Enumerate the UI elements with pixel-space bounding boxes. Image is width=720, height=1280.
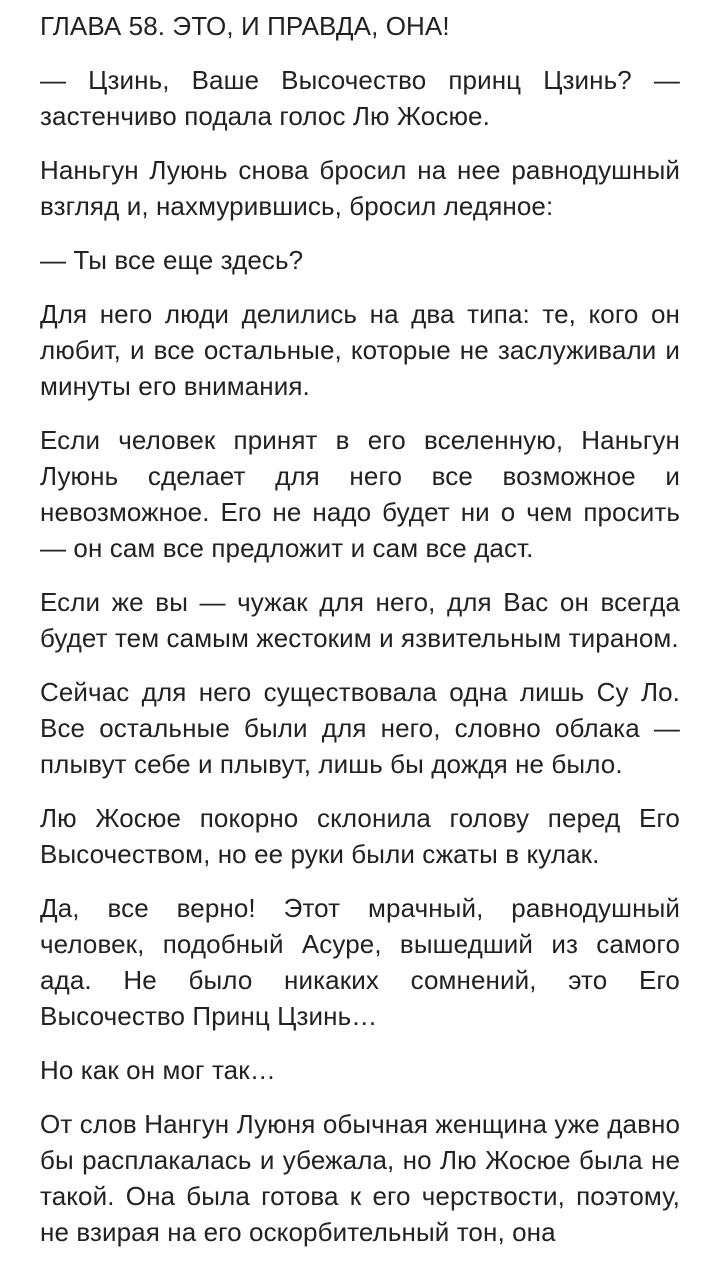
paragraph: Если же вы — чужак для него, для Вас он всегда будет тем самым жестоким и язвительным тираном.: [40, 587, 680, 653]
paragraph: — Ты все еще здесь?: [40, 245, 304, 275]
paragraph: Наньгун Луюнь снова бросил на нее равнодушный взгляд и, нахмурившись, бросил ледяное:: [40, 155, 680, 221]
chapter-title: ГЛАВА 58. ЭТО, И ПРАВДА, ОНА!: [40, 11, 450, 41]
reader-page[interactable]: [40, 0, 680, 1250]
paragraph: — Цзинь, Ваше Высочество принц Цзинь? — застенчиво подала голос Лю Жосюе.: [40, 65, 680, 131]
paragraph: Да, все верно! Этот мрачный, равнодушный человек, подобный Асуре, вышедший из самого ада. Не было никаких сомнений, это Его Высочество Принц Цзинь…: [40, 893, 680, 1031]
paragraph: Для него люди делились на два типа: те, кого он любит, и все остальные, которые не заслуживали и минуты его внимания.: [40, 299, 680, 401]
paragraph: Если человек принят в его вселенную, Наньгун Луюнь сделает для него все возможное и невозможное. Его не надо будет ни о чем просить — он сам все предложит и сам все даст.: [40, 425, 680, 563]
paragraph: Сейчас для него существовала одна лишь Су Ло. Все остальные были для него, словно облака — плывут себе и плывут, лишь бы дождя не было.: [40, 677, 680, 779]
paragraph: От слов Нангун Луюня обычная женщина уже давно бы расплакалась и убежала, но Лю Жосюе была не такой. Она была готова к его черствости, поэтому, не взирая на его оскорбительный тон, она: [40, 1109, 680, 1247]
paragraph: Но как он мог так…: [40, 1055, 276, 1085]
paragraph: Лю Жосюе покорно склонила голову перед Его Высочеством, но ее руки были сжаты в кулак.: [40, 803, 680, 869]
